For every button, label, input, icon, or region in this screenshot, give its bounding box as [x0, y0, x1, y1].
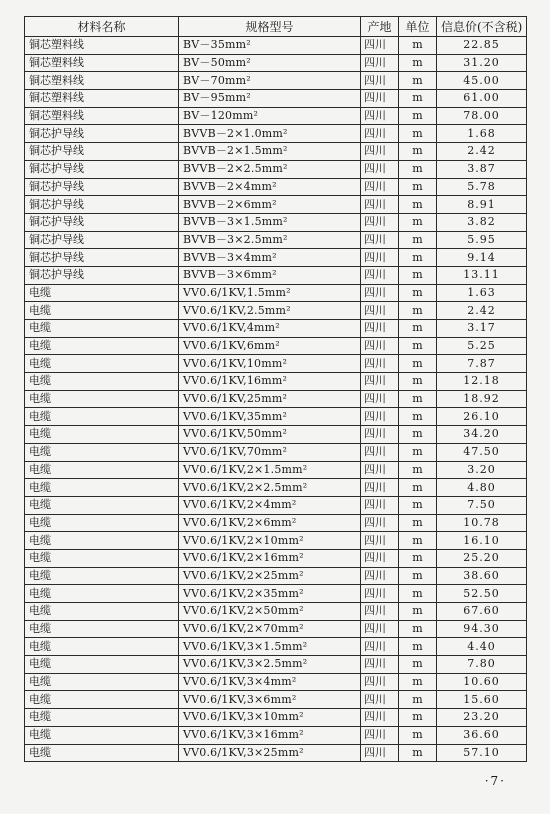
cell-material-name: 电缆: [25, 532, 179, 550]
table-row: [25, 143, 527, 161]
cell-price: 16.10: [437, 532, 527, 550]
cell-unit: m: [399, 125, 437, 143]
cell-origin: 四川: [361, 90, 399, 108]
cell-material-name: 电缆: [25, 549, 179, 567]
cell-material-name: 电缆: [25, 443, 179, 461]
cell-material-name: 电缆: [25, 320, 179, 338]
table-row: [25, 37, 527, 55]
cell-unit: m: [399, 656, 437, 674]
cell-unit: m: [399, 620, 437, 638]
cell-price: 3.17: [437, 320, 527, 338]
cell-price: 8.91: [437, 196, 527, 214]
table-row: [25, 567, 527, 585]
cell-origin: 四川: [361, 426, 399, 444]
cell-unit: m: [399, 196, 437, 214]
cell-price: 78.00: [437, 107, 527, 125]
cell-material-name: 电缆: [25, 337, 179, 355]
cell-spec-model: VV0.6/1KV,3×4mm²: [179, 673, 361, 691]
cell-spec-model: VV0.6/1KV,50mm²: [179, 426, 361, 444]
cell-spec-model: VV0.6/1KV,2×1.5mm²: [179, 461, 361, 479]
cell-unit: m: [399, 426, 437, 444]
cell-unit: m: [399, 603, 437, 621]
cell-price: 1.68: [437, 125, 527, 143]
cell-unit: m: [399, 302, 437, 320]
cell-price: 31.20: [437, 54, 527, 72]
cell-spec-model: BV－50mm²: [179, 54, 361, 72]
cell-material-name: 电缆: [25, 585, 179, 603]
cell-origin: 四川: [361, 196, 399, 214]
cell-material-name: 电缆: [25, 284, 179, 302]
cell-unit: m: [399, 390, 437, 408]
table-row: [25, 620, 527, 638]
cell-origin: 四川: [361, 479, 399, 497]
cell-spec-model: VV0.6/1KV,4mm²: [179, 320, 361, 338]
table-row: [25, 496, 527, 514]
cell-spec-model: VV0.6/1KV,6mm²: [179, 337, 361, 355]
cell-material-name: 电缆: [25, 709, 179, 727]
cell-unit: m: [399, 160, 437, 178]
cell-material-name: 电缆: [25, 567, 179, 585]
cell-spec-model: BVVB－2×6mm²: [179, 196, 361, 214]
cell-material-name: 电缆: [25, 603, 179, 621]
cell-unit: m: [399, 266, 437, 284]
cell-material-name: 电缆: [25, 656, 179, 674]
cell-spec-model: BV－120mm²: [179, 107, 361, 125]
cell-spec-model: VV0.6/1KV,3×25mm²: [179, 744, 361, 762]
table-row: [25, 90, 527, 108]
table-row: [25, 656, 527, 674]
cell-price: 18.92: [437, 390, 527, 408]
header-origin: 产地: [361, 17, 399, 37]
cell-material-name: 电缆: [25, 638, 179, 656]
cell-material-name: 电缆: [25, 514, 179, 532]
price-table: [24, 16, 527, 762]
cell-spec-model: VV0.6/1KV,2×2.5mm²: [179, 479, 361, 497]
header-material-name: 材料名称: [25, 17, 179, 37]
cell-unit: m: [399, 479, 437, 497]
cell-unit: m: [399, 744, 437, 762]
cell-material-name: 铜芯护导线: [25, 143, 179, 161]
table-row: [25, 514, 527, 532]
cell-spec-model: BVVB－3×4mm²: [179, 249, 361, 267]
cell-origin: 四川: [361, 567, 399, 585]
cell-origin: 四川: [361, 302, 399, 320]
cell-price: 10.60: [437, 673, 527, 691]
table-row: [25, 302, 527, 320]
cell-spec-model: BVVB－3×1.5mm²: [179, 213, 361, 231]
table-row: [25, 373, 527, 391]
cell-origin: 四川: [361, 620, 399, 638]
cell-price: 3.82: [437, 213, 527, 231]
page-number: ·7·: [484, 774, 506, 788]
table-row: [25, 585, 527, 603]
cell-price: 2.42: [437, 143, 527, 161]
cell-material-name: 电缆: [25, 620, 179, 638]
cell-unit: m: [399, 691, 437, 709]
cell-unit: m: [399, 90, 437, 108]
table-row: [25, 603, 527, 621]
table-row: [25, 107, 527, 125]
cell-unit: m: [399, 143, 437, 161]
cell-origin: 四川: [361, 125, 399, 143]
cell-unit: m: [399, 37, 437, 55]
cell-spec-model: BVVB－3×6mm²: [179, 266, 361, 284]
cell-origin: 四川: [361, 744, 399, 762]
cell-price: 5.78: [437, 178, 527, 196]
cell-material-name: 铜芯塑料线: [25, 72, 179, 90]
table-row: [25, 549, 527, 567]
cell-unit: m: [399, 514, 437, 532]
cell-spec-model: BVVB－2×4mm²: [179, 178, 361, 196]
cell-origin: 四川: [361, 143, 399, 161]
cell-origin: 四川: [361, 160, 399, 178]
cell-material-name: 电缆: [25, 461, 179, 479]
header-price: 信息价(不含税): [437, 17, 527, 37]
cell-unit: m: [399, 461, 437, 479]
cell-origin: 四川: [361, 249, 399, 267]
table-row: [25, 231, 527, 249]
cell-unit: m: [399, 213, 437, 231]
cell-price: 57.10: [437, 744, 527, 762]
cell-origin: 四川: [361, 673, 399, 691]
cell-spec-model: BVVB－2×1.5mm²: [179, 143, 361, 161]
cell-unit: m: [399, 585, 437, 603]
cell-spec-model: VV0.6/1KV,2×10mm²: [179, 532, 361, 550]
cell-spec-model: VV0.6/1KV,3×6mm²: [179, 691, 361, 709]
table-row: [25, 709, 527, 727]
cell-price: 67.60: [437, 603, 527, 621]
cell-price: 47.50: [437, 443, 527, 461]
cell-unit: m: [399, 320, 437, 338]
cell-unit: m: [399, 54, 437, 72]
table-row: [25, 125, 527, 143]
table-row: [25, 196, 527, 214]
table-row: [25, 355, 527, 373]
cell-material-name: 电缆: [25, 726, 179, 744]
table-row: [25, 408, 527, 426]
cell-origin: 四川: [361, 514, 399, 532]
cell-origin: 四川: [361, 72, 399, 90]
cell-spec-model: VV0.6/1KV,3×16mm²: [179, 726, 361, 744]
table-row: [25, 213, 527, 231]
cell-origin: 四川: [361, 461, 399, 479]
cell-price: 2.42: [437, 302, 527, 320]
cell-spec-model: VV0.6/1KV,35mm²: [179, 408, 361, 426]
table-row: [25, 284, 527, 302]
cell-unit: m: [399, 249, 437, 267]
cell-origin: 四川: [361, 284, 399, 302]
cell-origin: 四川: [361, 231, 399, 249]
table-row: [25, 337, 527, 355]
cell-material-name: 电缆: [25, 355, 179, 373]
cell-unit: m: [399, 107, 437, 125]
cell-price: 10.78: [437, 514, 527, 532]
cell-price: 45.00: [437, 72, 527, 90]
cell-material-name: 铜芯护导线: [25, 231, 179, 249]
cell-spec-model: VV0.6/1KV,2×35mm²: [179, 585, 361, 603]
cell-origin: 四川: [361, 178, 399, 196]
cell-unit: m: [399, 443, 437, 461]
cell-origin: 四川: [361, 549, 399, 567]
cell-material-name: 电缆: [25, 390, 179, 408]
cell-origin: 四川: [361, 320, 399, 338]
cell-unit: m: [399, 337, 437, 355]
cell-unit: m: [399, 231, 437, 249]
cell-price: 61.00: [437, 90, 527, 108]
cell-price: 26.10: [437, 408, 527, 426]
cell-spec-model: VV0.6/1KV,3×2.5mm²: [179, 656, 361, 674]
cell-spec-model: VV0.6/1KV,2×50mm²: [179, 603, 361, 621]
table-body: [25, 37, 527, 762]
cell-price: 7.80: [437, 656, 527, 674]
table-row: [25, 744, 527, 762]
cell-price: 13.11: [437, 266, 527, 284]
cell-spec-model: BV－95mm²: [179, 90, 361, 108]
cell-material-name: 铜芯塑料线: [25, 90, 179, 108]
cell-material-name: 电缆: [25, 373, 179, 391]
cell-spec-model: BV－70mm²: [179, 72, 361, 90]
cell-material-name: 电缆: [25, 744, 179, 762]
table-row: [25, 178, 527, 196]
cell-price: 4.80: [437, 479, 527, 497]
cell-spec-model: VV0.6/1KV,25mm²: [179, 390, 361, 408]
cell-price: 3.87: [437, 160, 527, 178]
price-table-sheet: [24, 16, 526, 762]
table-row: [25, 479, 527, 497]
cell-material-name: 铜芯塑料线: [25, 37, 179, 55]
cell-spec-model: VV0.6/1KV,70mm²: [179, 443, 361, 461]
cell-spec-model: VV0.6/1KV,3×10mm²: [179, 709, 361, 727]
table-row: [25, 443, 527, 461]
table-row: [25, 320, 527, 338]
table-row: [25, 726, 527, 744]
cell-origin: 四川: [361, 585, 399, 603]
cell-price: 4.40: [437, 638, 527, 656]
cell-price: 7.87: [437, 355, 527, 373]
table-header-row: [25, 17, 527, 37]
cell-origin: 四川: [361, 443, 399, 461]
cell-price: 38.60: [437, 567, 527, 585]
cell-price: 52.50: [437, 585, 527, 603]
table-row: [25, 160, 527, 178]
cell-unit: m: [399, 496, 437, 514]
cell-price: 1.63: [437, 284, 527, 302]
cell-spec-model: VV0.6/1KV,2.5mm²: [179, 302, 361, 320]
cell-unit: m: [399, 549, 437, 567]
cell-origin: 四川: [361, 638, 399, 656]
cell-price: 22.85: [437, 37, 527, 55]
cell-origin: 四川: [361, 337, 399, 355]
cell-price: 7.50: [437, 496, 527, 514]
cell-price: 5.95: [437, 231, 527, 249]
cell-material-name: 铜芯护导线: [25, 196, 179, 214]
cell-origin: 四川: [361, 107, 399, 125]
cell-spec-model: BV－35mm²: [179, 37, 361, 55]
cell-material-name: 铜芯护导线: [25, 213, 179, 231]
cell-origin: 四川: [361, 656, 399, 674]
cell-unit: m: [399, 408, 437, 426]
cell-unit: m: [399, 72, 437, 90]
cell-spec-model: VV0.6/1KV,1.5mm²: [179, 284, 361, 302]
table-row: [25, 54, 527, 72]
cell-material-name: 电缆: [25, 479, 179, 497]
cell-spec-model: VV0.6/1KV,2×16mm²: [179, 549, 361, 567]
cell-material-name: 电缆: [25, 691, 179, 709]
table-row: [25, 390, 527, 408]
cell-price: 23.20: [437, 709, 527, 727]
table-row: [25, 638, 527, 656]
cell-origin: 四川: [361, 691, 399, 709]
cell-origin: 四川: [361, 496, 399, 514]
cell-unit: m: [399, 726, 437, 744]
cell-material-name: 铜芯护导线: [25, 249, 179, 267]
cell-origin: 四川: [361, 373, 399, 391]
cell-unit: m: [399, 373, 437, 391]
header-spec-model: 规格型号: [179, 17, 361, 37]
cell-price: 94.30: [437, 620, 527, 638]
cell-price: 3.20: [437, 461, 527, 479]
cell-unit: m: [399, 284, 437, 302]
table-row: [25, 249, 527, 267]
cell-unit: m: [399, 178, 437, 196]
cell-origin: 四川: [361, 603, 399, 621]
cell-spec-model: BVVB－2×1.0mm²: [179, 125, 361, 143]
cell-origin: 四川: [361, 532, 399, 550]
cell-spec-model: BVVB－2×2.5mm²: [179, 160, 361, 178]
cell-origin: 四川: [361, 726, 399, 744]
table-row: [25, 673, 527, 691]
cell-unit: m: [399, 709, 437, 727]
cell-material-name: 铜芯塑料线: [25, 107, 179, 125]
cell-spec-model: VV0.6/1KV,2×4mm²: [179, 496, 361, 514]
cell-material-name: 铜芯护导线: [25, 266, 179, 284]
cell-origin: 四川: [361, 390, 399, 408]
cell-price: 5.25: [437, 337, 527, 355]
cell-spec-model: VV0.6/1KV,2×70mm²: [179, 620, 361, 638]
cell-material-name: 电缆: [25, 302, 179, 320]
table-row: [25, 532, 527, 550]
cell-origin: 四川: [361, 213, 399, 231]
cell-unit: m: [399, 638, 437, 656]
cell-price: 34.20: [437, 426, 527, 444]
cell-material-name: 电缆: [25, 496, 179, 514]
cell-material-name: 铜芯护导线: [25, 125, 179, 143]
header-unit: 单位: [399, 17, 437, 37]
table-row: [25, 461, 527, 479]
cell-spec-model: VV0.6/1KV,2×25mm²: [179, 567, 361, 585]
cell-material-name: 电缆: [25, 673, 179, 691]
cell-unit: m: [399, 567, 437, 585]
cell-unit: m: [399, 355, 437, 373]
table-row: [25, 426, 527, 444]
cell-origin: 四川: [361, 37, 399, 55]
cell-spec-model: VV0.6/1KV,16mm²: [179, 373, 361, 391]
cell-material-name: 铜芯塑料线: [25, 54, 179, 72]
table-row: [25, 691, 527, 709]
cell-price: 36.60: [437, 726, 527, 744]
cell-material-name: 铜芯护导线: [25, 160, 179, 178]
cell-origin: 四川: [361, 408, 399, 426]
cell-spec-model: BVVB－3×2.5mm²: [179, 231, 361, 249]
cell-price: 15.60: [437, 691, 527, 709]
cell-origin: 四川: [361, 709, 399, 727]
cell-unit: m: [399, 532, 437, 550]
cell-material-name: 铜芯护导线: [25, 178, 179, 196]
cell-origin: 四川: [361, 54, 399, 72]
cell-material-name: 电缆: [25, 408, 179, 426]
cell-spec-model: VV0.6/1KV,10mm²: [179, 355, 361, 373]
cell-price: 25.20: [437, 549, 527, 567]
cell-price: 9.14: [437, 249, 527, 267]
cell-spec-model: VV0.6/1KV,2×6mm²: [179, 514, 361, 532]
cell-origin: 四川: [361, 355, 399, 373]
table-row: [25, 266, 527, 284]
cell-origin: 四川: [361, 266, 399, 284]
cell-spec-model: VV0.6/1KV,3×1.5mm²: [179, 638, 361, 656]
cell-unit: m: [399, 673, 437, 691]
table-row: [25, 72, 527, 90]
cell-material-name: 电缆: [25, 426, 179, 444]
cell-price: 12.18: [437, 373, 527, 391]
